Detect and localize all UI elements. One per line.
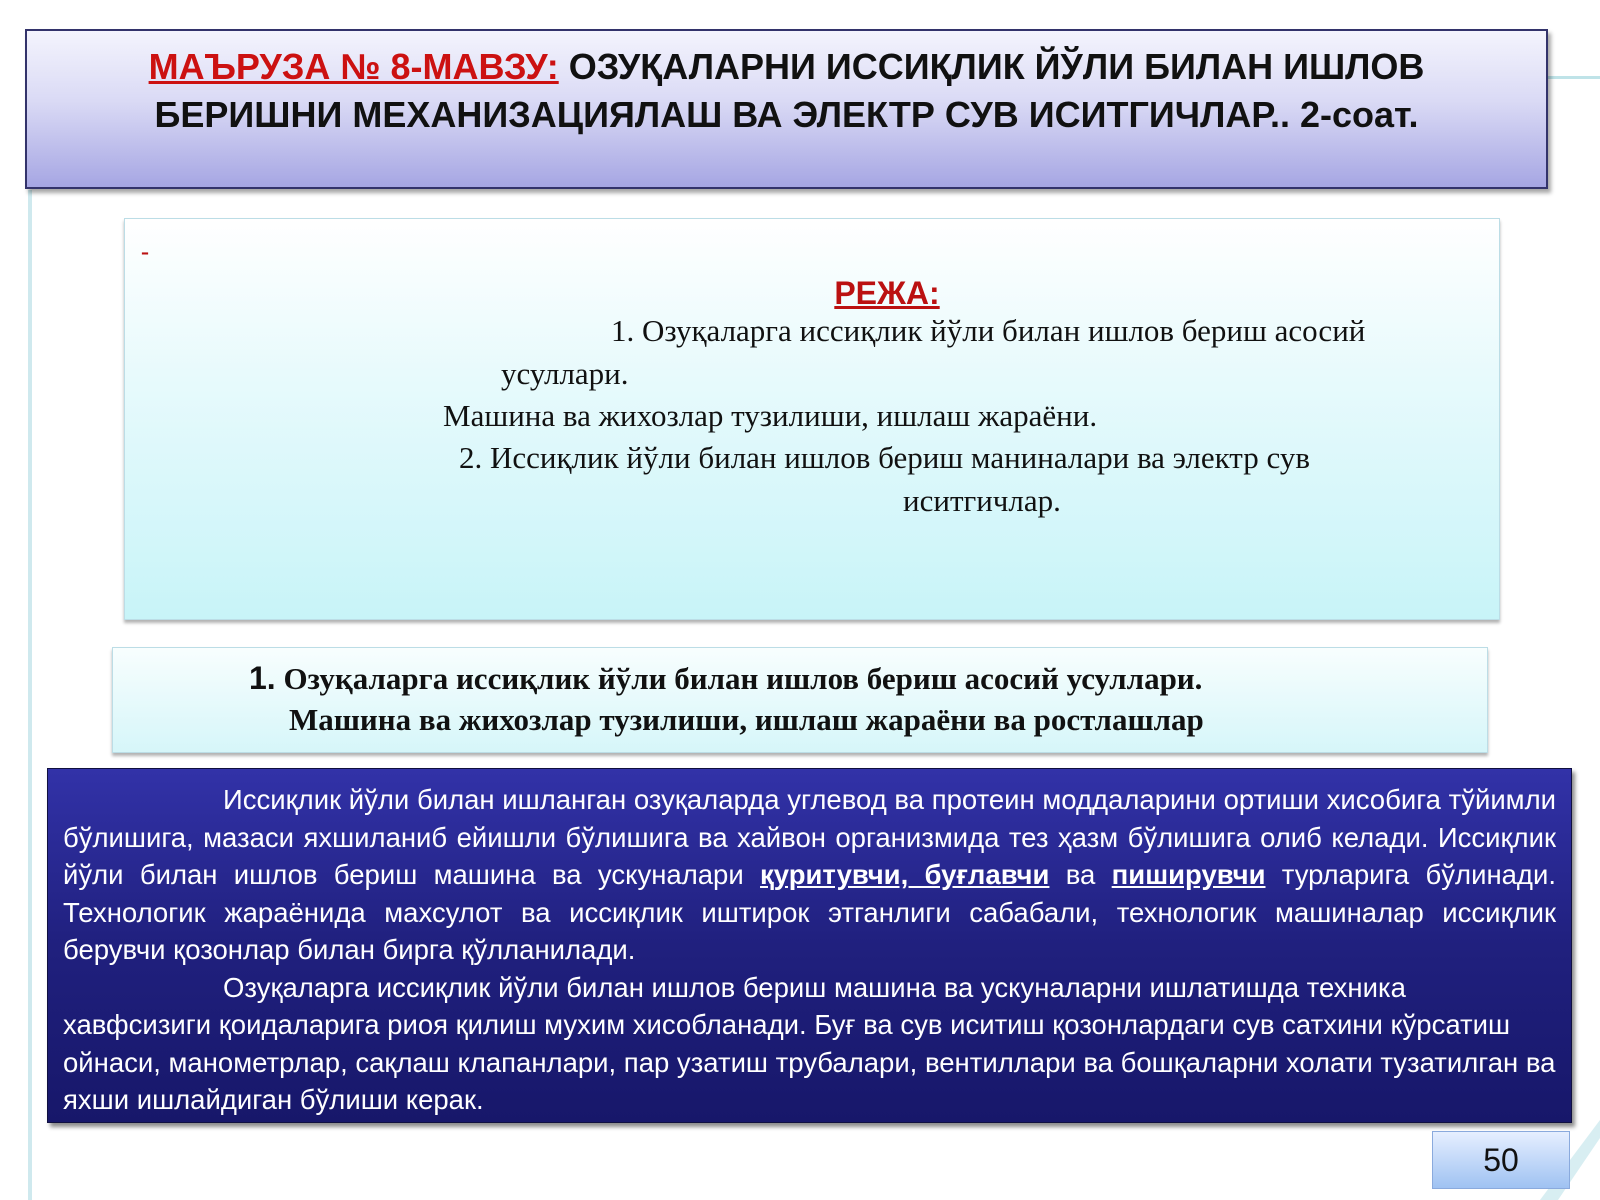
section-heading-line-2: Машина ва жихозлар тузилиши, ишлаш жараёни ва ростлашлар (289, 702, 1204, 737)
term-dryer-steamer: қуритувчи, буғлавчи (760, 859, 1050, 890)
content-paragraph-2: Озуқаларга иссиқлик йўли билан ишлов бериш машина ва ускуналарни ишлатишда техника хавфсизиги қоидаларига риоя қилиш мухим хисобланади. Буғ ва сув иситиш қозонлардаги сув сатхини кўрсатиш ойнаси, манометрлар, сақлаш клапанлари, пар узатиш трубалари, вентиллари ва бошқаларни холати тузатилган ва яхши ишлайдиган бўлиши керак. (63, 971, 1556, 1115)
paragraph-1-text-b: ва (1049, 859, 1112, 890)
section-number: 1. (249, 660, 276, 696)
plan-item-2: 2. Иссиқлик йўли билан ишлов бериш маниналари ва электр сув (459, 440, 1310, 475)
plan-box (124, 218, 1500, 620)
section-heading-line-1 (249, 660, 1202, 697)
plan-item-1-sub: Машина ва жихозлар тузилиши, ишлаш жараёни. (443, 398, 1098, 433)
title-line-2: БЕРИШНИ МЕХАНИЗАЦИЯЛАШ ВА ЭЛЕКТР СУВ ИСИТГИЧЛАР.. 2-соат. (154, 94, 1419, 135)
content-paragraph-1 (63, 781, 1556, 969)
slide-title-banner (25, 29, 1548, 189)
page-number-badge: 50 (1432, 1131, 1570, 1189)
plan-heading: РЕЖА: (834, 275, 940, 311)
decorative-left-rule (28, 190, 32, 1200)
content-text-panel (47, 768, 1572, 1123)
paragraph-1-text-c: турларига бўлинади. Технологик жараёнида махсулот ва иссиқлик иштирок этганлиги сабабали, технологик машиналар иссиқлик берувчи қозонлар билан бирга қўлланилади. (63, 859, 1556, 965)
lecture-label: МАЪРУЗА № 8-МАВЗУ: (148, 46, 559, 87)
plan-item-2-cont: иситгичлар. (903, 483, 1061, 518)
plan-item-1: 1. Озуқаларга иссиқлик йўли билан ишлов бериш асосий (611, 313, 1366, 348)
section-heading-box (112, 647, 1488, 753)
title-line-1 (27, 43, 1546, 91)
plan-dash-mark: - (141, 239, 149, 265)
plan-item-1-cont: усуллари. (501, 356, 629, 391)
term-cooker: пиширувчи (1111, 859, 1266, 890)
decorative-right-rule (1548, 76, 1600, 79)
paragraph-1-text-a: Иссиқлик йўли билан ишланган озуқаларда углевод ва протеин моддаларини ортиши хисобига тўйимли бўлишига, мазаси яхшиланиб ейишли бўлишига ва хайвон организмида тез ҳазм бўлишига олиб келади. Иссиқлик йўли билан ишлов бериш машина ва ускуналари (63, 784, 1556, 890)
section-title-part1: Озуқаларга иссиқлик йўли билан ишлов бериш асосий усуллари. (283, 661, 1203, 696)
title-topic-part1: ОЗУҚАЛАРНИ ИССИҚЛИК ЙЎЛИ БИЛАН ИШЛОВ (558, 46, 1425, 87)
